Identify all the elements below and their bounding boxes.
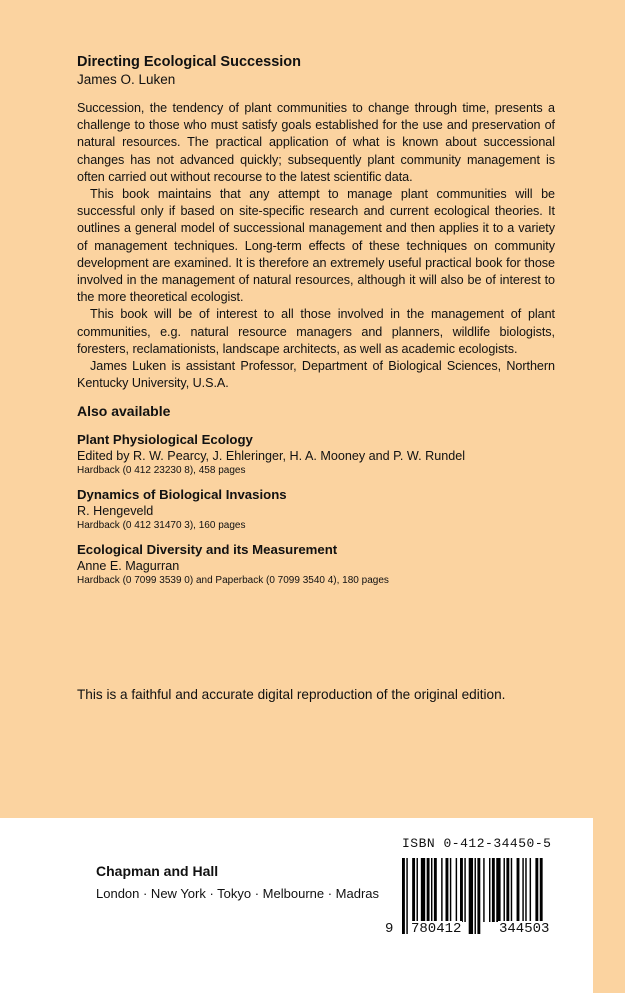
related-book-format: Hardback (0 412 31470 3), 160 pages xyxy=(77,520,246,532)
related-book-title: Ecological Diversity and its Measurement xyxy=(77,542,338,558)
related-book xyxy=(77,487,555,533)
publisher-cities: London · New York · Tokyo · Melbourne · Madras xyxy=(96,886,380,901)
related-book-authors: R. Hengeveld xyxy=(77,504,154,519)
description-paragraph-3: This book will be of interest to all those involved in the management of plant communities, e.g. natural resource managers and planners, wildlife biologists, foresters, reclamationists, landscape architects, as well as academic ecologists. xyxy=(77,307,555,356)
back-cover-text xyxy=(77,54,555,597)
related-book xyxy=(77,432,555,478)
publisher-name: Chapman and Hall xyxy=(96,863,219,879)
barcode-digits-left: 780412 xyxy=(411,921,462,937)
author-bio: James Luken is assistant Professor, Department of Biological Sciences, Northern Kentucky University, U.S.A. xyxy=(77,359,555,391)
barcode-digit-first: 9 xyxy=(385,921,394,937)
isbn-label: ISBN 0-412-34450-5 xyxy=(402,836,552,851)
related-book-authors: Anne E. Magurran xyxy=(77,559,180,574)
barcode-digits-right: 344503 xyxy=(499,921,550,937)
book-title: Directing Ecological Succession xyxy=(77,54,302,70)
description-paragraph-1: Succession, the tendency of plant communities to change through time, presents a challenge to those who must satisfy goals established for the use and preservation of natural resources. The practical application of what is known about successional changes has not advanced quickly; subsequently plant community management is often carried out without recourse to the latest scientific data. xyxy=(77,101,555,184)
related-book-format: Hardback (0 7099 3539 0) and Paperback (0 7099 3540 4), 180 pages xyxy=(77,575,389,587)
description-paragraph-2: This book maintains that any attempt to manage plant communities will be successful only if based on site-specific research and current ecological theories. It outlines a general model of successional management and then applies it to a variety of management techniques. Long-term effects of these techniques on community development are examined. It is therefore an extremely useful practical book for those involved in the management of natural resources, although it will also be of interest to the more theoretical ecologist. xyxy=(77,187,555,305)
barcode-digits xyxy=(384,921,584,937)
book-author: James O. Luken xyxy=(77,72,176,87)
related-book xyxy=(77,542,555,588)
related-book-authors: Edited by R. W. Pearcy, J. Ehleringer, H. A. Mooney and P. W. Rundel xyxy=(77,449,466,464)
reproduction-note: This is a faithful and accurate digital reproduction of the original edition. xyxy=(77,687,506,702)
related-book-title: Dynamics of Biological Invasions xyxy=(77,487,287,503)
publisher-block xyxy=(96,862,379,903)
related-book-format: Hardback (0 412 23230 8), 458 pages xyxy=(77,465,246,477)
related-book-title: Plant Physiological Ecology xyxy=(77,432,253,448)
also-available-heading: Also available xyxy=(77,403,171,420)
